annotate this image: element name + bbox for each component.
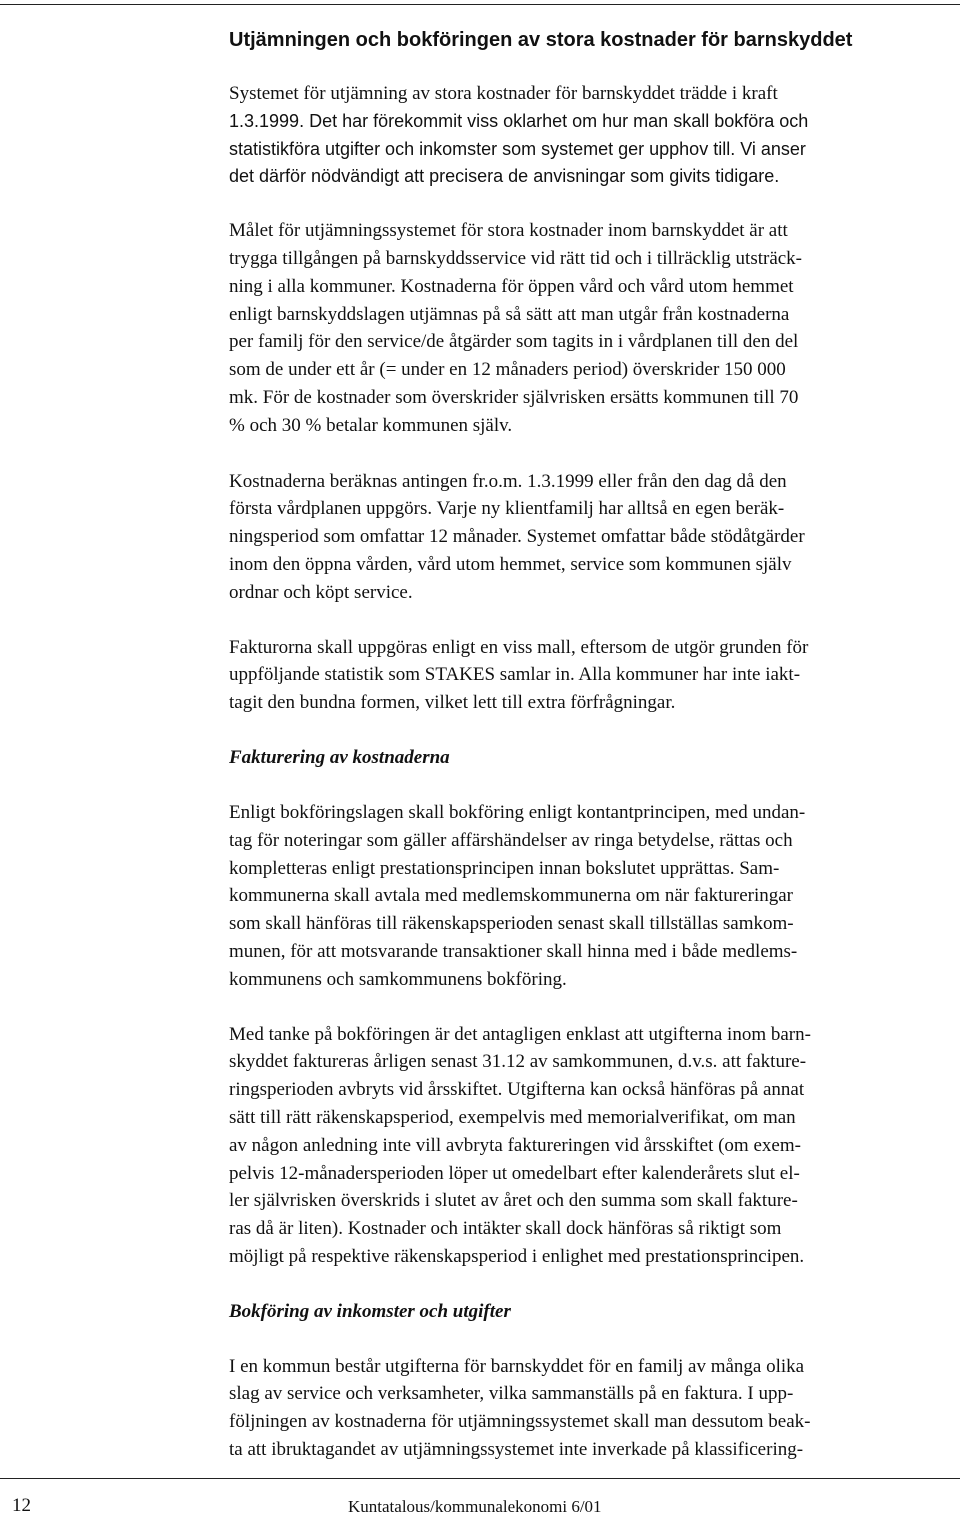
text-line: Med tanke på bokföringen är det antagligen enklast att utgifterna inom barn- bbox=[229, 1023, 811, 1045]
text-line: det därför nödvändigt att precisera de anvisningar som givits tidigare. bbox=[229, 166, 780, 187]
text-line: I en kommun består utgifterna för barnskyddet för en familj av många olika bbox=[229, 1355, 805, 1377]
text-line: kommunerna skall avtala med medlemskommunerna om när faktureringar bbox=[229, 885, 794, 907]
text-line: inom den öppna vården, vård utom hemmet, service som kommunen själv bbox=[229, 553, 792, 575]
text-line: skyddet faktureras årligen senast 31.12 av samkommunen, d.v.s. att fakture- bbox=[229, 1051, 807, 1073]
text-line: statistikföra utgifter och inkomster som systemet ger upphov till. Vi anser bbox=[229, 138, 806, 159]
text-line: sätt till rätt räkenskapsperiod, exempelvis med memorialverifikat, om man bbox=[229, 1106, 796, 1128]
text-line: tag för noteringar som gäller affärshändelser av ringa betydelse, rättas och bbox=[229, 829, 793, 851]
document-title: Utjämningen och bokföringen av stora kostnader för barnskyddet bbox=[229, 29, 853, 51]
text-line: kompletteras enligt prestationsprincipen innan bokslutet upprättas. Sam- bbox=[229, 857, 780, 879]
text-line: av någon anledning inte vill avbryta faktureringen vid årsskiftet (om exem- bbox=[229, 1134, 801, 1156]
text-line: 1.3.1999. Det har förekommit viss oklarhet om hur man skall bokföra och bbox=[229, 110, 809, 131]
footer-rule bbox=[0, 1478, 960, 1479]
page-number: 12 bbox=[12, 1495, 31, 1516]
text-line: per familj för den service/de åtgärder som tagits in i vårdplanen till den del bbox=[229, 331, 799, 353]
text-line: pelvis 12-månadersperioden löper ut omedelbart efter kalenderårets slut el- bbox=[229, 1162, 800, 1184]
paragraph-invoices bbox=[229, 634, 956, 717]
text-line: ta att ibruktagandet av utjämningssystemet inte inverkade på klassificering- bbox=[229, 1439, 804, 1461]
text-line: som de under ett år (= under en 12 månaders period) överskrider 150 000 bbox=[229, 359, 786, 381]
text-line: ordnar och köpt service. bbox=[229, 581, 413, 603]
section-heading-bookkeeping: Bokföring av inkomster och utgifter bbox=[229, 1300, 511, 1322]
text-line: enligt barnskyddslagen utjämnas på så sätt att man utgår från kostnaderna bbox=[229, 303, 790, 325]
text-line: tagit den bundna formen, vilket lett till extra förfrågningar. bbox=[229, 692, 676, 714]
text-line: Systemet för utjämning av stora kostnader för barnskyddet trädde i kraft bbox=[229, 83, 778, 104]
text-line: ringsperioden avbryts vid årsskiftet. Utgifterna kan också hänföras på annat bbox=[229, 1079, 805, 1101]
text-line: trygga tillgången på barnskyddsservice vid rätt tid och i tillräcklig utsträck- bbox=[229, 247, 803, 269]
text-line: första vårdplanen uppgörs. Varje ny klientfamilj har alltså en egen beräk- bbox=[229, 498, 785, 520]
header-rule bbox=[0, 4, 960, 5]
text-line: Målet för utjämningssystemet för stora kostnader inom barnskyddet är att bbox=[229, 220, 788, 242]
paragraph-municipal-costs bbox=[229, 1353, 956, 1464]
text-line: följningen av kostnaderna för utjämningssystemet skall man dessutom beak- bbox=[229, 1411, 811, 1433]
text-line: ningsperiod som omfattar 12 månader. Systemet omfattar både stödåtgärder bbox=[229, 526, 805, 548]
text-line: % och 30 % betalar kommunen själv. bbox=[229, 414, 513, 436]
text-line: uppföljande statistik som STAKES samlar in. Alla kommuner har inte iakt- bbox=[229, 664, 801, 686]
document-body bbox=[229, 22, 956, 1464]
text-line: möjligt på respektive räkenskapsperiod i enlighet med prestationsprincipen. bbox=[229, 1245, 805, 1267]
text-line: slag av service och verksamheter, vilka sammanställs på en faktura. I upp- bbox=[229, 1383, 794, 1405]
text-line: Fakturorna skall uppgöras enligt en viss mall, eftersom de utgör grunden för bbox=[229, 636, 809, 658]
section-heading-invoicing: Fakturering av kostnaderna bbox=[229, 746, 450, 768]
footer-publication: Kuntatalous/kommunalekonomi 6/01 bbox=[348, 1497, 602, 1516]
text-line: munen, för att motsvarande transaktioner skall hinna med i både medlems- bbox=[229, 940, 798, 962]
text-line: Enligt bokföringslagen skall bokföring enligt kontantprincipen, med undan- bbox=[229, 801, 806, 823]
text-line: Kostnaderna beräknas antingen fr.o.m. 1.3.1999 eller från den dag då den bbox=[229, 470, 787, 492]
text-line: ler självrisken överskrids i slutet av året och den summa som skall fakture- bbox=[229, 1190, 798, 1212]
text-line: kommunens och samkommunens bokföring. bbox=[229, 968, 567, 990]
paragraph-calculation bbox=[229, 468, 956, 607]
paragraph-accounting-law bbox=[229, 799, 956, 994]
paragraph-intro bbox=[229, 80, 956, 191]
paragraph-year-end bbox=[229, 1021, 956, 1271]
paragraph-goal bbox=[229, 217, 956, 439]
text-line: ras då är liten). Kostnader och intäkter skall dock hänföras så riktigt som bbox=[229, 1218, 782, 1240]
text-line: mk. För de kostnader som överskrider självrisken ersätts kommunen till 70 bbox=[229, 386, 799, 408]
text-line: som skall hänföras till räkenskapsperioden senast skall tillställas samkom- bbox=[229, 913, 794, 935]
text-line: ning i alla kommuner. Kostnaderna för öppen vård och vård utom hemmet bbox=[229, 275, 794, 297]
